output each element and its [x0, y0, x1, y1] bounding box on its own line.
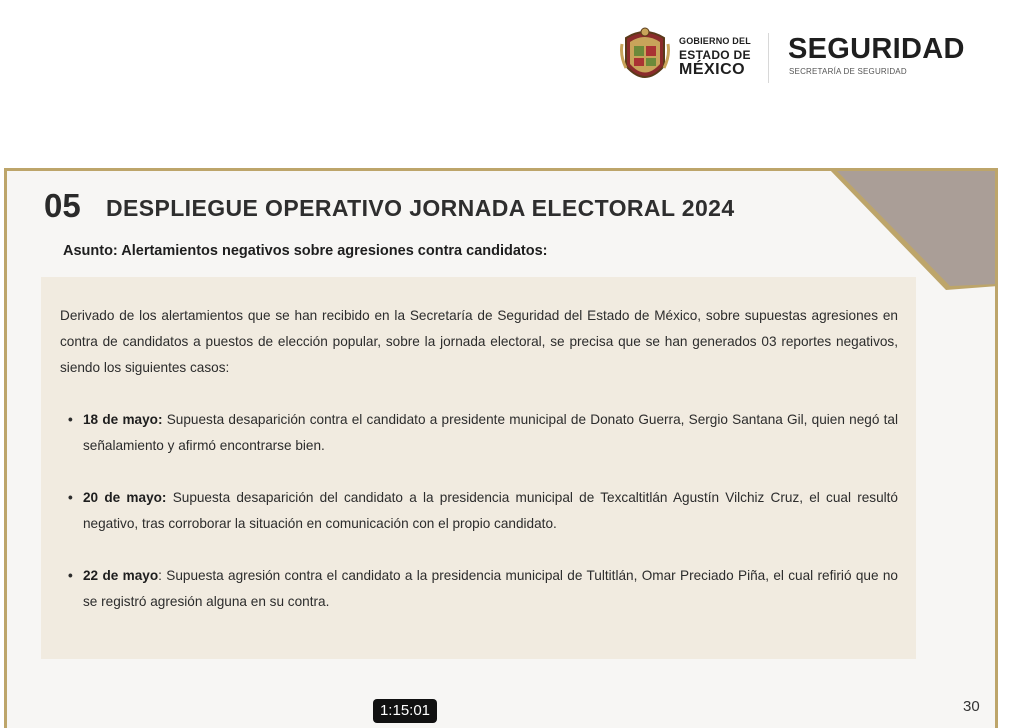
brand-title: SEGURIDAD: [788, 33, 965, 65]
corner-decoration: [828, 168, 998, 293]
bullet-icon: •: [68, 412, 73, 427]
case-item-2: [68, 485, 898, 537]
case-text: : Supuesta agresión contra el candidato a la presidencia municipal de Tultitlán, Omar Preciado Piña, el cual refirió que no se registró agresión alguna en su contra.: [83, 568, 898, 609]
estado-de-mexico-coat-of-arms-icon: [620, 26, 670, 86]
bullet-icon: •: [68, 568, 73, 583]
case-date: 20 de mayo:: [83, 490, 167, 505]
video-timestamp: 1:15:01: [373, 699, 437, 723]
intro-paragraph: Derivado de los alertamientos que se han recibido en la Secretaría de Seguridad del Estado de México, sobre supuestas agresiones en contra de candidatos a puestos de elección popular, sobre la jornada electoral, se precisa que se han generados 03 reportes negativos, siendo los siguientes casos:: [60, 308, 898, 375]
section-number: 05: [44, 187, 81, 224]
header-divider: [768, 33, 769, 83]
gov-line-3: MÉXICO: [679, 61, 746, 78]
gov-line-2: ESTADO DE: [679, 48, 751, 62]
bullet-icon: •: [68, 490, 73, 505]
content-box: [41, 277, 916, 659]
brand-subtitle: SECRETARÍA DE SEGURIDAD: [789, 67, 907, 76]
case-text: Supuesta desaparición del candidato a la presidencia municipal de Texcaltitlán Agustín Vilchiz Cruz, el cual resultó negativo, tras corroborar la situación en comunicación con el propio candidato.: [83, 490, 898, 531]
case-date: 22 de mayo: [83, 568, 159, 583]
gov-text-block: [679, 37, 751, 78]
page-number: 30: [963, 698, 980, 715]
section-title: DESPLIEGUE OPERATIVO JORNADA ELECTORAL 2024: [106, 195, 735, 221]
slide-frame: [4, 168, 998, 728]
subject-line: Asunto: Alertamientos negativos sobre agresiones contra candidatos:: [63, 243, 548, 259]
gov-line-1: GOBIERNO DEL: [679, 36, 751, 46]
case-item-3: [68, 563, 898, 615]
case-item-1: [68, 407, 898, 459]
case-text: Supuesta desaparición contra el candidato a presidente municipal de Donato Guerra, Sergio Santana Gil, quien negó tal señalamiento y afirmó encontrarse bien.: [83, 412, 898, 453]
case-date: 18 de mayo:: [83, 412, 163, 427]
